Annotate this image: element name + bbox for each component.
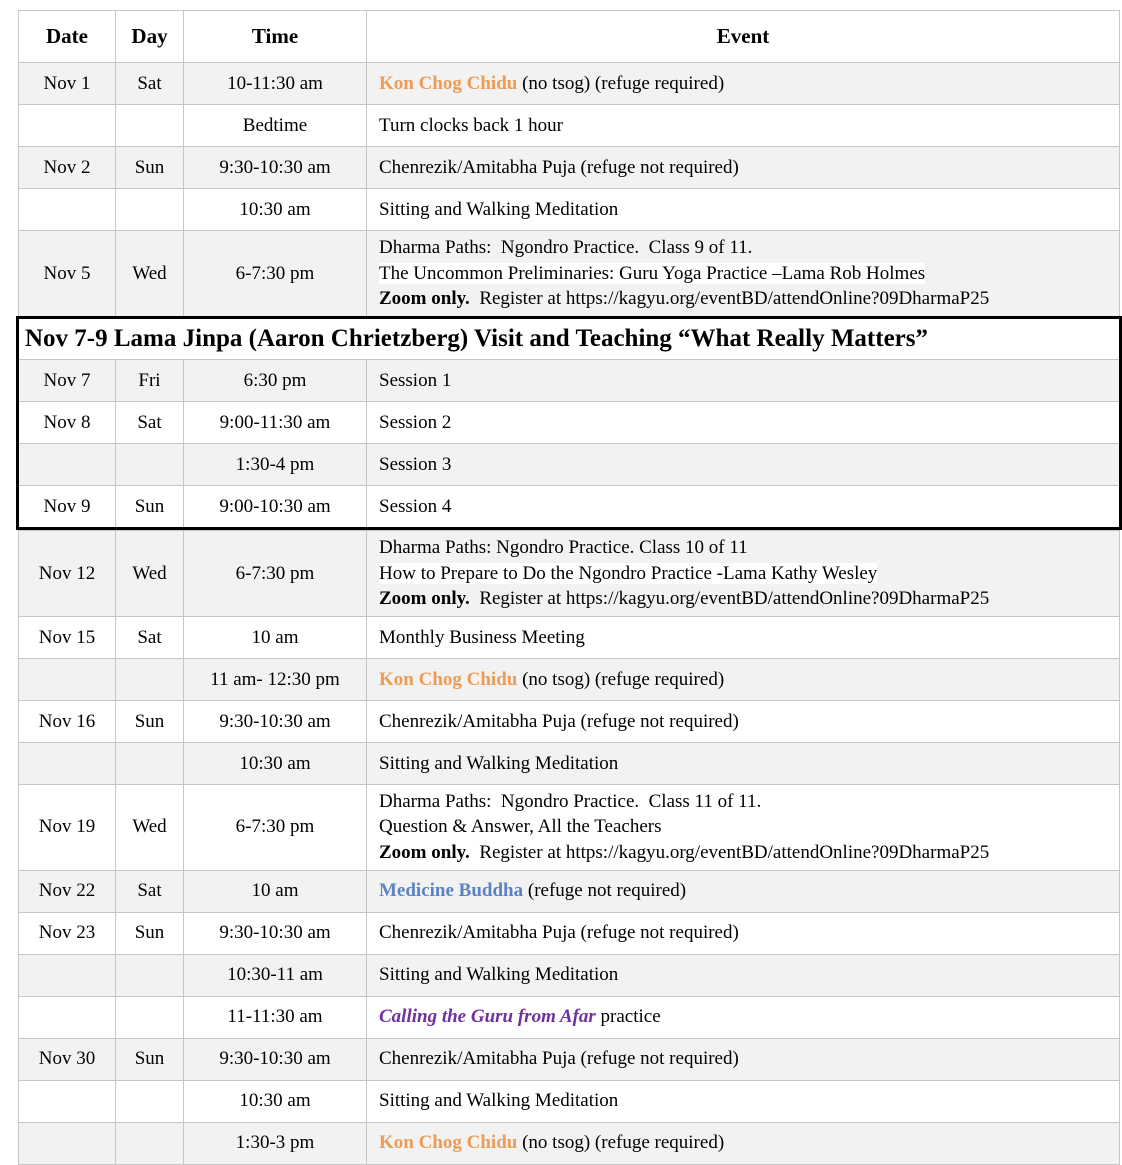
- event-text-segment: Register at https://kagyu.org/eventBD/attendOnline?09DharmaP25: [469, 288, 990, 310]
- event-text-segment: practice: [595, 1006, 661, 1028]
- cell-time: 11 am- 12:30 pm: [184, 659, 367, 700]
- event-text-segment: Medicine Buddha: [379, 880, 524, 902]
- event-line: [379, 535, 748, 561]
- cell-day: Sun: [116, 701, 184, 742]
- cell-event: [367, 444, 1119, 485]
- cell-time: 6:30 pm: [184, 360, 367, 401]
- cell-event: [367, 1123, 1120, 1164]
- cell-date: Nov 15: [19, 617, 116, 658]
- rows-before-section: [18, 62, 1120, 316]
- cell-event: [367, 105, 1120, 146]
- lama-jinpa-visit-section: [16, 316, 1122, 530]
- table-row: [18, 700, 1120, 742]
- cell-date: [19, 105, 116, 146]
- cell-time: 6-7:30 pm: [184, 531, 367, 616]
- cell-date: Nov 8: [19, 402, 116, 443]
- event-text-segment: Zoom only.: [379, 842, 470, 864]
- event-text-segment: Sitting and Walking Meditation: [379, 752, 619, 774]
- table-row: [19, 401, 1119, 443]
- cell-date: Nov 12: [19, 531, 116, 616]
- cell-day: Wed: [116, 531, 184, 616]
- cell-date: Nov 9: [19, 486, 116, 527]
- column-header-event: Event: [367, 11, 1120, 62]
- event-text-segment: (refuge not required): [523, 880, 687, 902]
- event-text-segment: Kon Chog Chidu: [379, 1132, 518, 1154]
- event-text-segment: The Uncommon Preliminaries: Guru Yoga Practice –Lama Rob Holmes: [379, 262, 926, 284]
- event-line: [379, 667, 724, 693]
- cell-event: [367, 871, 1120, 912]
- table-row: [18, 188, 1120, 230]
- cell-event: [367, 531, 1120, 616]
- table-row: [18, 230, 1120, 316]
- event-line: [379, 494, 451, 520]
- event-line: [379, 452, 451, 478]
- cell-day: [116, 105, 184, 146]
- cell-event: [367, 659, 1120, 700]
- table-row: [19, 360, 1119, 401]
- cell-event: [367, 231, 1120, 316]
- event-line: [379, 71, 724, 97]
- cell-day: Wed: [116, 231, 184, 316]
- cell-day: Fri: [116, 360, 184, 401]
- cell-time: 10:30 am: [184, 1081, 367, 1122]
- cell-time: 10-11:30 am: [184, 63, 367, 104]
- event-line: [379, 878, 686, 904]
- event-line: [379, 962, 618, 988]
- cell-day: [116, 189, 184, 230]
- event-line: [379, 814, 662, 840]
- event-text-segment: Kon Chog Chidu: [379, 668, 518, 690]
- column-header-time: Time: [184, 11, 367, 62]
- cell-day: Sun: [116, 147, 184, 188]
- table-row: [18, 1080, 1120, 1122]
- event-text-segment: Chenrezik/Amitabha Puja (refuge not required): [379, 922, 739, 944]
- cell-date: [19, 444, 116, 485]
- event-text-segment: Sitting and Walking Meditation: [379, 1090, 619, 1112]
- event-text-segment: Chenrezik/Amitabha Puja (refuge not required): [379, 156, 739, 178]
- cell-day: Sun: [116, 913, 184, 954]
- rows-after-section: [18, 530, 1120, 1164]
- cell-event: [367, 63, 1120, 104]
- cell-event: [367, 189, 1120, 230]
- cell-date: Nov 22: [19, 871, 116, 912]
- table-row: [19, 443, 1119, 485]
- event-line: [379, 410, 451, 436]
- cell-time: 9:00-10:30 am: [184, 486, 367, 527]
- cell-day: Sat: [116, 617, 184, 658]
- cell-day: Sun: [116, 1039, 184, 1080]
- event-line: [379, 286, 989, 312]
- table-row: [18, 146, 1120, 188]
- cell-date: Nov 1: [19, 63, 116, 104]
- event-text-segment: Dharma Paths: Ngondro Practice. Class 11 of 11.: [379, 790, 762, 812]
- cell-date: Nov 30: [19, 1039, 116, 1080]
- event-text-segment: Chenrezik/Amitabha Puja (refuge not required): [379, 1048, 739, 1070]
- cell-day: [116, 955, 184, 996]
- cell-time: 11-11:30 am: [184, 997, 367, 1038]
- event-line: [379, 261, 925, 287]
- cell-time: 9:30-10:30 am: [184, 147, 367, 188]
- cell-time: 1:30-4 pm: [184, 444, 367, 485]
- table-header-row: [18, 10, 1120, 62]
- cell-time: 10:30-11 am: [184, 955, 367, 996]
- event-text-segment: Monthly Business Meeting: [379, 626, 585, 648]
- cell-day: [116, 1081, 184, 1122]
- table-row: [18, 658, 1120, 700]
- event-text-segment: Question & Answer, All the Teachers: [379, 816, 662, 838]
- table-row: [18, 1038, 1120, 1080]
- cell-time: 10:30 am: [184, 743, 367, 784]
- table-row: [18, 104, 1120, 146]
- cell-date: [19, 743, 116, 784]
- cell-time: 10 am: [184, 617, 367, 658]
- cell-time: 9:30-10:30 am: [184, 701, 367, 742]
- event-line: [379, 1004, 661, 1030]
- event-text-segment: Dharma Paths: Ngondro Practice. Class 9 of 11.: [379, 237, 753, 258]
- cell-event: [367, 701, 1120, 742]
- cell-day: Sun: [116, 486, 184, 527]
- section-rows: [19, 360, 1119, 527]
- event-text-segment: Sitting and Walking Meditation: [379, 198, 619, 220]
- event-text-segment: Kon Chog Chidu: [379, 72, 518, 94]
- cell-day: Sat: [116, 402, 184, 443]
- cell-event: [367, 486, 1119, 527]
- column-header-date: Date: [19, 11, 116, 62]
- event-text-segment: Dharma Paths: Ngondro Practice. Class 10 of 11: [379, 536, 748, 558]
- event-line: [379, 235, 752, 261]
- cell-day: Sat: [116, 63, 184, 104]
- table-row: [18, 616, 1120, 658]
- cell-day: Wed: [116, 785, 184, 870]
- cell-time: 10 am: [184, 871, 367, 912]
- event-line: [379, 625, 585, 651]
- cell-time: Bedtime: [184, 105, 367, 146]
- table-row: [18, 784, 1120, 870]
- cell-date: [19, 1081, 116, 1122]
- event-text-segment: How to Prepare to Do the Ngondro Practice -Lama Kathy Wesley: [379, 562, 878, 584]
- cell-time: 1:30-3 pm: [184, 1123, 367, 1164]
- event-line: [379, 368, 451, 394]
- table-row: [18, 996, 1120, 1038]
- event-line: [379, 840, 989, 866]
- cell-time: 10:30 am: [184, 189, 367, 230]
- table-row: [19, 485, 1119, 527]
- event-text-segment: Turn clocks back 1 hour: [379, 114, 563, 136]
- event-text-segment: Session 3: [379, 453, 452, 475]
- cell-day: [116, 743, 184, 784]
- event-text-segment: Calling the Guru from Afar: [379, 1006, 596, 1028]
- cell-event: [367, 147, 1120, 188]
- cell-event: [367, 1081, 1120, 1122]
- event-text-segment: (no tsog) (refuge required): [517, 668, 725, 690]
- event-line: [379, 155, 739, 181]
- cell-time: 9:30-10:30 am: [184, 1039, 367, 1080]
- event-line: [379, 789, 761, 815]
- cell-date: [19, 189, 116, 230]
- cell-date: Nov 16: [19, 701, 116, 742]
- event-schedule-table: [18, 10, 1120, 1165]
- event-line: [379, 586, 989, 612]
- event-text-segment: (no tsog) (refuge required): [517, 72, 725, 94]
- event-text-segment: (no tsog) (refuge required): [517, 1132, 725, 1154]
- section-title: Nov 7-9 Lama Jinpa (Aaron Chrietzberg) Visit and Teaching “What Really Matters”: [19, 319, 1119, 360]
- cell-day: Sat: [116, 871, 184, 912]
- cell-time: 9:00-11:30 am: [184, 402, 367, 443]
- cell-day: [116, 997, 184, 1038]
- event-text-segment: Session 1: [379, 369, 452, 391]
- event-text-segment: Session 4: [379, 495, 452, 517]
- cell-date: Nov 2: [19, 147, 116, 188]
- event-line: [379, 920, 739, 946]
- event-text-segment: Register at https://kagyu.org/eventBD/attendOnline?09DharmaP25: [469, 842, 990, 864]
- cell-date: [19, 1123, 116, 1164]
- cell-event: [367, 1039, 1120, 1080]
- cell-time: 6-7:30 pm: [184, 231, 367, 316]
- cell-event: [367, 997, 1120, 1038]
- event-line: [379, 1046, 739, 1072]
- cell-day: [116, 659, 184, 700]
- event-text-segment: Session 2: [379, 411, 452, 433]
- cell-date: Nov 19: [19, 785, 116, 870]
- column-header-day: Day: [116, 11, 184, 62]
- event-line: [379, 1088, 618, 1114]
- cell-event: [367, 360, 1119, 401]
- cell-date: Nov 5: [19, 231, 116, 316]
- event-line: [379, 1130, 724, 1156]
- cell-date: Nov 23: [19, 913, 116, 954]
- cell-event: [367, 785, 1120, 870]
- cell-event: [367, 743, 1120, 784]
- cell-day: [116, 444, 184, 485]
- event-line: [379, 197, 618, 223]
- table-row: [18, 530, 1120, 616]
- event-text-segment: Zoom only.: [379, 588, 470, 610]
- cell-date: [19, 659, 116, 700]
- table-row: [18, 1122, 1120, 1164]
- table-row: [18, 954, 1120, 996]
- table-row: [18, 912, 1120, 954]
- cell-time: 6-7:30 pm: [184, 785, 367, 870]
- cell-event: [367, 402, 1119, 443]
- cell-date: [19, 955, 116, 996]
- event-line: [379, 709, 739, 735]
- table-row: [18, 870, 1120, 912]
- cell-event: [367, 955, 1120, 996]
- table-row: [18, 742, 1120, 784]
- cell-time: 9:30-10:30 am: [184, 913, 367, 954]
- cell-date: [19, 997, 116, 1038]
- event-text-segment: Register at https://kagyu.org/eventBD/attendOnline?09DharmaP25: [469, 588, 990, 610]
- cell-event: [367, 913, 1120, 954]
- event-line: [379, 561, 877, 587]
- event-text-segment: Zoom only.: [379, 288, 470, 310]
- cell-date: Nov 7: [19, 360, 116, 401]
- event-line: [379, 751, 618, 777]
- cell-day: [116, 1123, 184, 1164]
- event-text-segment: Chenrezik/Amitabha Puja (refuge not required): [379, 710, 739, 732]
- table-row: [18, 62, 1120, 104]
- event-text-segment: Sitting and Walking Meditation: [379, 964, 619, 986]
- event-line: [379, 113, 563, 139]
- cell-event: [367, 617, 1120, 658]
